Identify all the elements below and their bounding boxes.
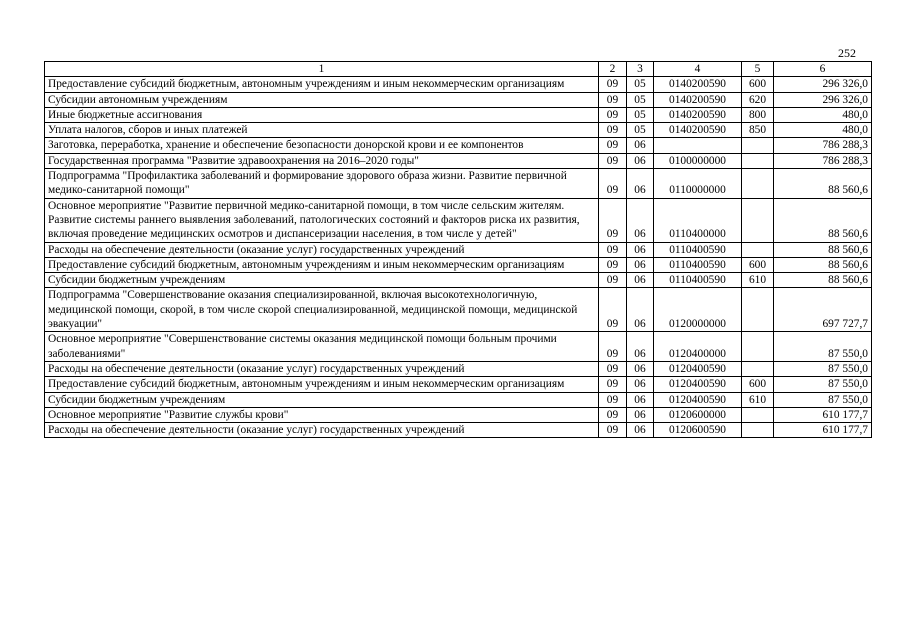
row-name: Подпрограмма "Профилактика заболеваний и формирование здорового образа жизни. Развитие первичной медико-санитарной помощи" [45,169,599,199]
table-body [45,77,872,438]
table-row [45,361,872,376]
row-target-code: 0110400000 [654,198,742,242]
row-amount: 87 550,0 [774,332,872,362]
row-target-code: 0140200590 [654,77,742,92]
row-amount: 296 326,0 [774,77,872,92]
row-target-code: 0120400590 [654,377,742,392]
row-amount: 610 177,7 [774,423,872,438]
row-expense-type [742,169,774,199]
row-target-code: 0110400590 [654,257,742,272]
row-section: 09 [599,138,627,153]
budget-table [44,61,872,438]
table-row [45,407,872,422]
row-expense-type: 610 [742,392,774,407]
page-number: 252 [838,46,856,60]
row-amount: 480,0 [774,123,872,138]
row-section: 09 [599,377,627,392]
row-amount: 610 177,7 [774,407,872,422]
row-name: Заготовка, переработка, хранение и обеспечение безопасности донорской крови и ее компонентов [45,138,599,153]
row-target-code: 0110000000 [654,169,742,199]
row-name: Расходы на обеспечение деятельности (оказание услуг) государственных учреждений [45,242,599,257]
row-name: Основное мероприятие "Совершенствование системы оказания медицинской помощи больным прочими заболеваниями" [45,332,599,362]
row-expense-type [742,153,774,168]
row-expense-type: 800 [742,107,774,122]
table-row [45,107,872,122]
header-target-code: 4 [654,62,742,77]
row-name: Государственная программа "Развитие здравоохранения на 2016–2020 годы" [45,153,599,168]
table-row [45,153,872,168]
table-row [45,392,872,407]
row-section: 09 [599,257,627,272]
header-section: 2 [599,62,627,77]
row-amount: 480,0 [774,107,872,122]
row-name: Субсидии автономным учреждениям [45,92,599,107]
table-row [45,92,872,107]
row-name: Иные бюджетные ассигнования [45,107,599,122]
row-section: 09 [599,153,627,168]
row-target-code [654,138,742,153]
row-expense-type [742,407,774,422]
row-expense-type [742,242,774,257]
row-subsection: 06 [627,273,654,288]
row-amount: 697 727,7 [774,288,872,332]
row-subsection: 06 [627,361,654,376]
row-section: 09 [599,107,627,122]
row-target-code: 0140200590 [654,123,742,138]
row-target-code: 0140200590 [654,107,742,122]
row-amount: 88 560,6 [774,169,872,199]
header-expense-type: 5 [742,62,774,77]
row-subsection: 06 [627,423,654,438]
row-subsection: 06 [627,198,654,242]
table-row [45,257,872,272]
row-subsection: 06 [627,392,654,407]
row-subsection: 06 [627,242,654,257]
row-expense-type [742,198,774,242]
header-row [45,62,872,77]
row-subsection: 06 [627,377,654,392]
table-row [45,169,872,199]
row-subsection: 06 [627,407,654,422]
row-subsection: 06 [627,153,654,168]
row-section: 09 [599,123,627,138]
table-row [45,423,872,438]
row-expense-type [742,288,774,332]
row-expense-type: 600 [742,377,774,392]
row-expense-type [742,332,774,362]
row-subsection: 06 [627,257,654,272]
row-amount: 786 288,3 [774,153,872,168]
row-subsection: 06 [627,288,654,332]
row-section: 09 [599,242,627,257]
row-expense-type: 850 [742,123,774,138]
row-target-code: 0110400590 [654,273,742,288]
row-section: 09 [599,92,627,107]
row-section: 09 [599,332,627,362]
table-row [45,242,872,257]
row-section: 09 [599,392,627,407]
row-amount: 88 560,6 [774,257,872,272]
row-section: 09 [599,77,627,92]
row-section: 09 [599,361,627,376]
row-amount: 296 326,0 [774,92,872,107]
row-amount: 87 550,0 [774,392,872,407]
row-name: Основное мероприятие "Развитие службы крови" [45,407,599,422]
row-amount: 88 560,6 [774,273,872,288]
header-name: 1 [45,62,599,77]
row-target-code: 0110400590 [654,242,742,257]
row-name: Предоставление субсидий бюджетным, автономным учреждениям и иным некоммерческим организациям [45,377,599,392]
row-subsection: 06 [627,169,654,199]
row-name: Подпрограмма "Совершенствование оказания специализированной, включая высокотехнологичную, медицинской помощи, скорой, в том числе скорой специализированной, медицинской помощи, медицинской эвакуации" [45,288,599,332]
table-row [45,377,872,392]
row-section: 09 [599,423,627,438]
row-name: Предоставление субсидий бюджетным, автономным учреждениям и иным некоммерческим организациям [45,77,599,92]
row-amount: 786 288,3 [774,138,872,153]
row-target-code: 0120000000 [654,288,742,332]
row-name: Уплата налогов, сборов и иных платежей [45,123,599,138]
table-row [45,138,872,153]
row-name: Расходы на обеспечение деятельности (оказание услуг) государственных учреждений [45,361,599,376]
row-section: 09 [599,169,627,199]
row-expense-type: 600 [742,77,774,92]
table-row [45,273,872,288]
table-row [45,123,872,138]
table-row [45,198,872,242]
row-section: 09 [599,407,627,422]
row-name: Субсидии бюджетным учреждениям [45,392,599,407]
row-target-code: 0120400590 [654,361,742,376]
table-row [45,288,872,332]
row-amount: 87 550,0 [774,377,872,392]
row-section: 09 [599,273,627,288]
row-name: Субсидии бюджетным учреждениям [45,273,599,288]
row-target-code: 0100000000 [654,153,742,168]
row-amount: 88 560,6 [774,198,872,242]
row-amount: 87 550,0 [774,361,872,376]
table-row [45,77,872,92]
row-section: 09 [599,288,627,332]
row-subsection: 05 [627,77,654,92]
row-name: Предоставление субсидий бюджетным, автономным учреждениям и иным некоммерческим организациям [45,257,599,272]
row-expense-type: 620 [742,92,774,107]
row-amount: 88 560,6 [774,242,872,257]
row-subsection: 06 [627,332,654,362]
row-expense-type [742,361,774,376]
header-subsection: 3 [627,62,654,77]
row-expense-type: 610 [742,273,774,288]
row-target-code: 0120400000 [654,332,742,362]
header-amount: 6 [774,62,872,77]
row-expense-type [742,138,774,153]
row-target-code: 0120600000 [654,407,742,422]
row-target-code: 0140200590 [654,92,742,107]
row-section: 09 [599,198,627,242]
row-subsection: 05 [627,107,654,122]
row-subsection: 05 [627,123,654,138]
row-name: Основное мероприятие "Развитие первичной медико-санитарной помощи, в том числе сельским жителям. Развитие системы раннего выявления заболеваний, патологических состояний и факторов риска их развития, включая проведение медицинских осмотров и диспансеризации населения, в том числе у детей" [45,198,599,242]
row-subsection: 06 [627,138,654,153]
row-target-code: 0120600590 [654,423,742,438]
row-name: Расходы на обеспечение деятельности (оказание услуг) государственных учреждений [45,423,599,438]
row-target-code: 0120400590 [654,392,742,407]
row-expense-type: 600 [742,257,774,272]
row-expense-type [742,423,774,438]
table-row [45,332,872,362]
row-subsection: 05 [627,92,654,107]
